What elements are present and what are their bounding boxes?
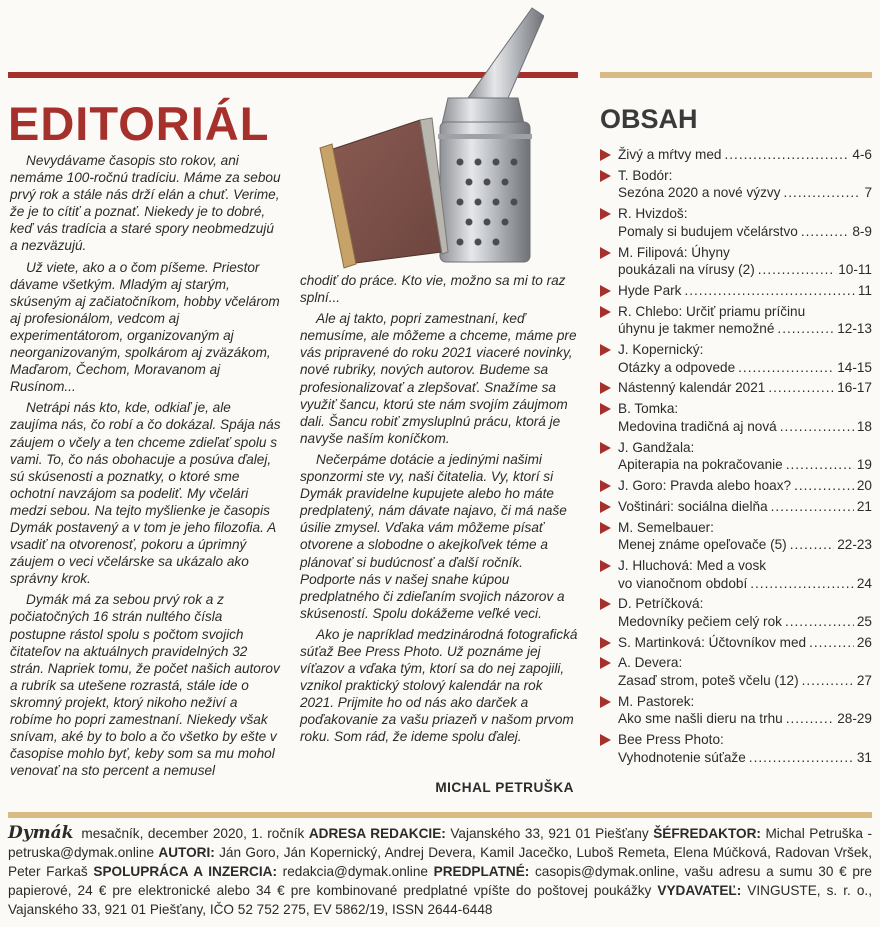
- toc-leader-dots: [749, 749, 854, 767]
- toc-item-pages: 27: [856, 673, 872, 689]
- toc-item-author: J. Gandžala:: [618, 439, 695, 455]
- toc-item-author: M. Filipová: Úhyny: [618, 244, 730, 260]
- toc-item-author: M. Semelbauer:: [618, 519, 714, 535]
- editorial-paragraph: Už viete, ako a o čom píšeme. Priestor dávame všetkým. Mladým aj starým, skúseným aj začiatočníkom, hobby včelárom aj profesionálom, vedcom aj experimentátorom, organizovaným aj neorganizovaným, spolkárom aj zväzákom, Maďarom, Čechom, Moravanom aj Rusínom...: [10, 259, 280, 395]
- toc-item[interactable]: [600, 282, 872, 300]
- imprint: [8, 824, 872, 919]
- triangle-bullet-icon: [600, 442, 611, 454]
- toc-leader-dots: [802, 672, 854, 690]
- triangle-bullet-icon: [600, 734, 611, 746]
- triangle-bullet-icon: [600, 560, 611, 572]
- editorial-paragraph: Ako je napríklad medzinárodná fotografická súťaž Bee Press Photo. Už poznáme jej víťazov a vďaka tým, ktorí sa do nej zapojili, vznikol praktický stolový kalendár na rok 2021. Prijmite ho od nás ako darček a poďakovanie za vašu priazeň v našom prvom roku. Som rád, že ideme spolu ďalej.: [300, 626, 578, 745]
- imprint-text: Vajanského 33, 921 01 Piešťany: [450, 826, 649, 841]
- bottom-rule: [8, 812, 872, 818]
- toc-leader-dots: [738, 359, 834, 377]
- imprint-intro: mesačník, december 2020, 1. ročník: [81, 826, 305, 841]
- toc-item[interactable]: [600, 439, 872, 474]
- toc-item-title: Pomaly si budujem včelárstvo: [618, 223, 798, 239]
- toc-item[interactable]: [600, 519, 872, 554]
- triangle-bullet-icon: [600, 598, 611, 610]
- toc-item-pages: 26: [856, 634, 872, 650]
- toc-item-line: [618, 418, 872, 436]
- toc-item-author: R. Hvizdoš:: [618, 206, 688, 222]
- toc-item-line: [618, 359, 872, 377]
- toc-item-line: [618, 672, 872, 690]
- toc-title: OBSAH: [600, 104, 698, 134]
- bee-smoker-illustration: [318, 2, 544, 272]
- toc-item[interactable]: [600, 244, 872, 279]
- toc-leader-dots: [771, 498, 854, 516]
- toc-leader-dots: [801, 223, 850, 241]
- toc-item-pages: 28-29: [837, 711, 872, 727]
- toc-item-author: Bee Press Photo:: [618, 732, 724, 748]
- toc-item-title: Hyde Park: [618, 282, 682, 298]
- triangle-bullet-icon: [600, 522, 611, 534]
- toc-item-pages: 19: [856, 457, 872, 473]
- triangle-bullet-icon: [600, 637, 611, 649]
- triangle-bullet-icon: [600, 306, 611, 318]
- toc-item-pages: 10-11: [838, 262, 872, 278]
- toc-leader-dots: [777, 320, 834, 338]
- toc-item-line: [618, 379, 872, 397]
- imprint-text: redakcia@dymak.online: [282, 864, 428, 879]
- toc-item-title: Menej známe opeľovače (5): [618, 537, 787, 553]
- triangle-bullet-icon: [600, 382, 611, 394]
- imprint-text: VINGUSTE, s. r. o., Vajanského 33, 921 01 Piešťany, IČO 52 752 275, EV 5862/19, ISSN 2644-6448: [8, 883, 872, 917]
- toc-item[interactable]: [600, 595, 872, 630]
- toc-item-pages: 7: [864, 185, 872, 201]
- toc-item-title: Živý a mŕtvy med: [618, 147, 722, 162]
- toc-leader-dots: [783, 184, 861, 202]
- toc-item[interactable]: [600, 654, 872, 689]
- toc-item-title: J. Goro: Pravda alebo hoax?: [618, 477, 792, 493]
- triangle-bullet-icon: [600, 657, 611, 669]
- imprint-text: Michal Petruška - petruska@dymak.online: [8, 826, 872, 860]
- toc-item-author: B. Tomka:: [618, 401, 679, 417]
- toc-item-author: M. Pastorek:: [618, 693, 695, 709]
- toc-item-pages: 18: [856, 418, 872, 434]
- toc-item-line: [618, 320, 872, 338]
- toc-item-title: poukázali na vírusy (2): [618, 262, 755, 278]
- toc-item-title: Otázky a odpovede: [618, 359, 736, 375]
- editorial-paragraph: chodiť do práce. Kto vie, možno sa mi to raz splní...: [300, 273, 566, 306]
- toc-item-author: R. Chlebo: Určiť priamu príčinu: [618, 303, 806, 319]
- toc-leader-dots: [786, 456, 854, 474]
- editorial-paragraph: Dymák má za sebou prvý rok a z počiatočných 16 strán nultého čísla postupne rástol spolu s počtom svojich čitateľov na aktuálnych pravidelných 32 strán. Napriek tomu, že počet našich autorov a rubrík sa utešene rozrastá, stále ide o skromný projekt, ktorý nikoho neživí a robíme ho popri zamestnaní. Niekedy však snívam, aké by to bolo a čo všetko by ešte v časopise mohlo byť, keby som sa mu mohol venovať na sto percent a nemusel: [10, 592, 280, 779]
- toc-item-author: T. Bodór:: [618, 167, 673, 183]
- toc-item-pages: 25: [856, 613, 872, 629]
- toc-item-line: [618, 575, 872, 593]
- toc-item-author: J. Hluchová: Med a vosk: [618, 557, 767, 573]
- toc-item-pages: 24: [856, 575, 872, 591]
- toc-item-title: Zasaď strom, poteš včelu (12): [618, 673, 799, 689]
- triangle-bullet-icon: [600, 696, 611, 708]
- toc-item[interactable]: [600, 341, 872, 376]
- toc-leader-dots: [790, 536, 835, 554]
- imprint-label: ŠÉFREDAKTOR:: [653, 826, 761, 841]
- imprint-label: PREDPLATNÉ:: [433, 864, 530, 879]
- triangle-bullet-icon: [600, 247, 611, 259]
- toc-item-pages: 16-17: [837, 380, 872, 396]
- toc-leader-dots: [809, 634, 854, 652]
- toc-item[interactable]: [600, 146, 872, 164]
- imprint-label: VYDAVATEĽ:: [657, 883, 742, 898]
- toc-item-line: [618, 634, 872, 652]
- table-of-contents: [600, 146, 872, 770]
- toc-item-pages: 20: [856, 477, 872, 493]
- triangle-bullet-icon: [600, 149, 611, 161]
- toc-leader-dots: [750, 575, 854, 593]
- imprint-text: casopis@dymak.online, vašu adresu a sumu 30 € pre papierové, 24 € pre elektronické alebo 34 € pre kombinované predplatné vpíšte do poštovej poukážky: [8, 864, 872, 898]
- toc-item-title: Medovina tradičná aj nová: [618, 418, 777, 434]
- editorial-paragraph: Nevydávame časopis sto rokov, ani nemáme 100-ročnú tradíciu. Máme za sebou prvý rok a stále nás drží elán a chuť. Verime, že je to cítiť a poznať. Niekedy je to dobré, keď vás tradícia a staré spory neobmedzujú a nezväzujú.: [10, 153, 281, 254]
- imprint-text: Ján Goro, Ján Kopernický, Andrej Devera, Kamil Jacečko, Luboš Remeta, Elena Múčková, Radovan Vršek, Peter Farkaš: [8, 845, 872, 879]
- toc-leader-dots: [768, 379, 834, 397]
- toc-item-line: [618, 456, 872, 474]
- toc-item-pages: 12-13: [837, 321, 872, 337]
- toc-item-line: [618, 261, 872, 279]
- toc-item[interactable]: [600, 400, 872, 435]
- imprint-label: ADRESA REDAKCIE:: [308, 826, 446, 841]
- toc-item-line: [618, 749, 872, 767]
- toc-item-line: [618, 536, 872, 554]
- toc-item-pages: 8-9: [852, 223, 872, 239]
- toc-item-pages: 14-15: [837, 359, 872, 375]
- toc-item-title: S. Martinková: Účtovníkov med: [618, 634, 807, 650]
- toc-item-pages: 22-23: [837, 537, 872, 553]
- imprint-label: SPOLUPRÁCA A INZERCIA:: [93, 864, 277, 879]
- toc-leader-dots: [794, 477, 854, 495]
- triangle-bullet-icon: [600, 403, 611, 415]
- triangle-bullet-icon: [600, 480, 611, 492]
- editorial-title: EDITORIÁL: [8, 97, 270, 150]
- toc-leader-dots: [684, 282, 854, 300]
- toc-item[interactable]: [600, 634, 872, 652]
- toc-leader-dots: [724, 146, 849, 164]
- toc-item-line: [618, 613, 872, 631]
- editorial-signature: MICHAL PETRUŠKA: [435, 780, 574, 795]
- toc-item-pages: 11: [857, 282, 872, 298]
- toc-item-title: úhynu je takmer nemožné: [618, 321, 775, 337]
- toc-item[interactable]: [600, 731, 872, 766]
- triangle-bullet-icon: [600, 501, 611, 513]
- triangle-bullet-icon: [600, 344, 611, 356]
- toc-item[interactable]: [600, 498, 872, 516]
- editorial-column-1: [10, 152, 282, 783]
- toc-item-title: Voštinári: sociálna dielňa: [618, 498, 768, 514]
- toc-leader-dots: [786, 710, 835, 728]
- top-rule-gold: [600, 72, 872, 78]
- toc-item-line: [618, 282, 872, 300]
- toc-leader-dots: [785, 613, 854, 631]
- toc-item-pages: 21: [856, 498, 872, 514]
- toc-item[interactable]: [600, 693, 872, 728]
- toc-item[interactable]: [600, 379, 872, 397]
- toc-item-pages: 31: [856, 749, 872, 765]
- triangle-bullet-icon: [600, 170, 611, 182]
- editorial-column-2: [300, 272, 578, 750]
- toc-item-pages: 4-6: [852, 147, 872, 162]
- toc-item-title: Medovníky pečiem celý rok: [618, 613, 782, 629]
- toc-item[interactable]: [600, 205, 872, 240]
- triangle-bullet-icon: [600, 208, 611, 220]
- editorial-paragraph: Nečerpáme dotácie a jedinými našimi sponzormi ste vy, naši čitatelia. Vy, ktorí si Dymák pravidelne kupujete alebo ho máte predplatený, nám dávate najavo, či má naše úsilie zmysel. Vďaka vám môžeme písať otvorene a slobodne o akejkoľvek téme a plánovať si budúcnosť a ďalší ročník. Podporte nás v našej snahe kúpou predplatného či zdieľaním svojich názorov a skúseností. Spolu dokážeme veľké veci.: [300, 451, 567, 621]
- toc-item-title: Nástenný kalendár 2021: [618, 380, 766, 396]
- toc-item-line: [618, 184, 872, 202]
- triangle-bullet-icon: [600, 285, 611, 297]
- toc-item-line: [618, 498, 872, 516]
- toc-item-title: vo vianočnom období: [618, 575, 748, 591]
- editorial-paragraph: Netrápi nás kto, kde, odkiaľ je, ale zaujíma nás, čo robí a čo dokázal. Spája nás záujem o včely a ten chceme zdieľať spolu s vami. To, čo nás obohacuje a posúva ďalej, sú skúsenosti a poznatky, o ktoré sme ochotní navzájom sa podeliť. My včelári medzi sebou. Na tejto myšlienke je časopis Dymák postavený a v tom je jeho filozofia. A vsadiť na otvorenosť, pokoru a úprimný záujem o veci včelárske sa ukázalo ako správny krok.: [10, 400, 281, 587]
- toc-leader-dots: [780, 418, 854, 436]
- toc-item[interactable]: [600, 477, 872, 495]
- toc-item-title: Apiterapia na pokračovanie: [618, 457, 783, 473]
- toc-item-title: Vyhodnotenie súťaže: [618, 749, 746, 765]
- editorial-paragraph: Ale aj takto, popri zamestnaní, keď nemusíme, ale môžeme a chceme, máme pre vás pripravené do roku 2021 viaceré novinky, nové rubriky, nových autorov. Budeme sa profesionalizovať a zlepšovať. Snažíme sa využiť šancu, ktorú ste nám svojím záujmom dali. Šancu robiť zmysluplnú prácu, ktorá je navyše naším koníčkom.: [300, 311, 577, 446]
- toc-item-author: D. Petríčková:: [618, 596, 704, 612]
- toc-item-line: [618, 710, 872, 728]
- toc-item-author: A. Devera:: [618, 655, 683, 671]
- toc-item[interactable]: [600, 303, 872, 338]
- toc-item-line: [618, 223, 872, 241]
- toc-item-author: J. Kopernický:: [618, 342, 704, 358]
- imprint-label: AUTORI:: [158, 845, 215, 860]
- toc-item-title: Ako sme našli dieru na trhu: [618, 711, 783, 727]
- toc-item-line: [618, 477, 872, 495]
- dymak-logo: Dymák: [8, 823, 74, 843]
- toc-item-line: [618, 146, 872, 164]
- toc-item[interactable]: [600, 557, 872, 592]
- toc-item-title: Sezóna 2020 a nové výzvy: [618, 185, 781, 201]
- toc-leader-dots: [758, 261, 835, 279]
- toc-item[interactable]: [600, 167, 872, 202]
